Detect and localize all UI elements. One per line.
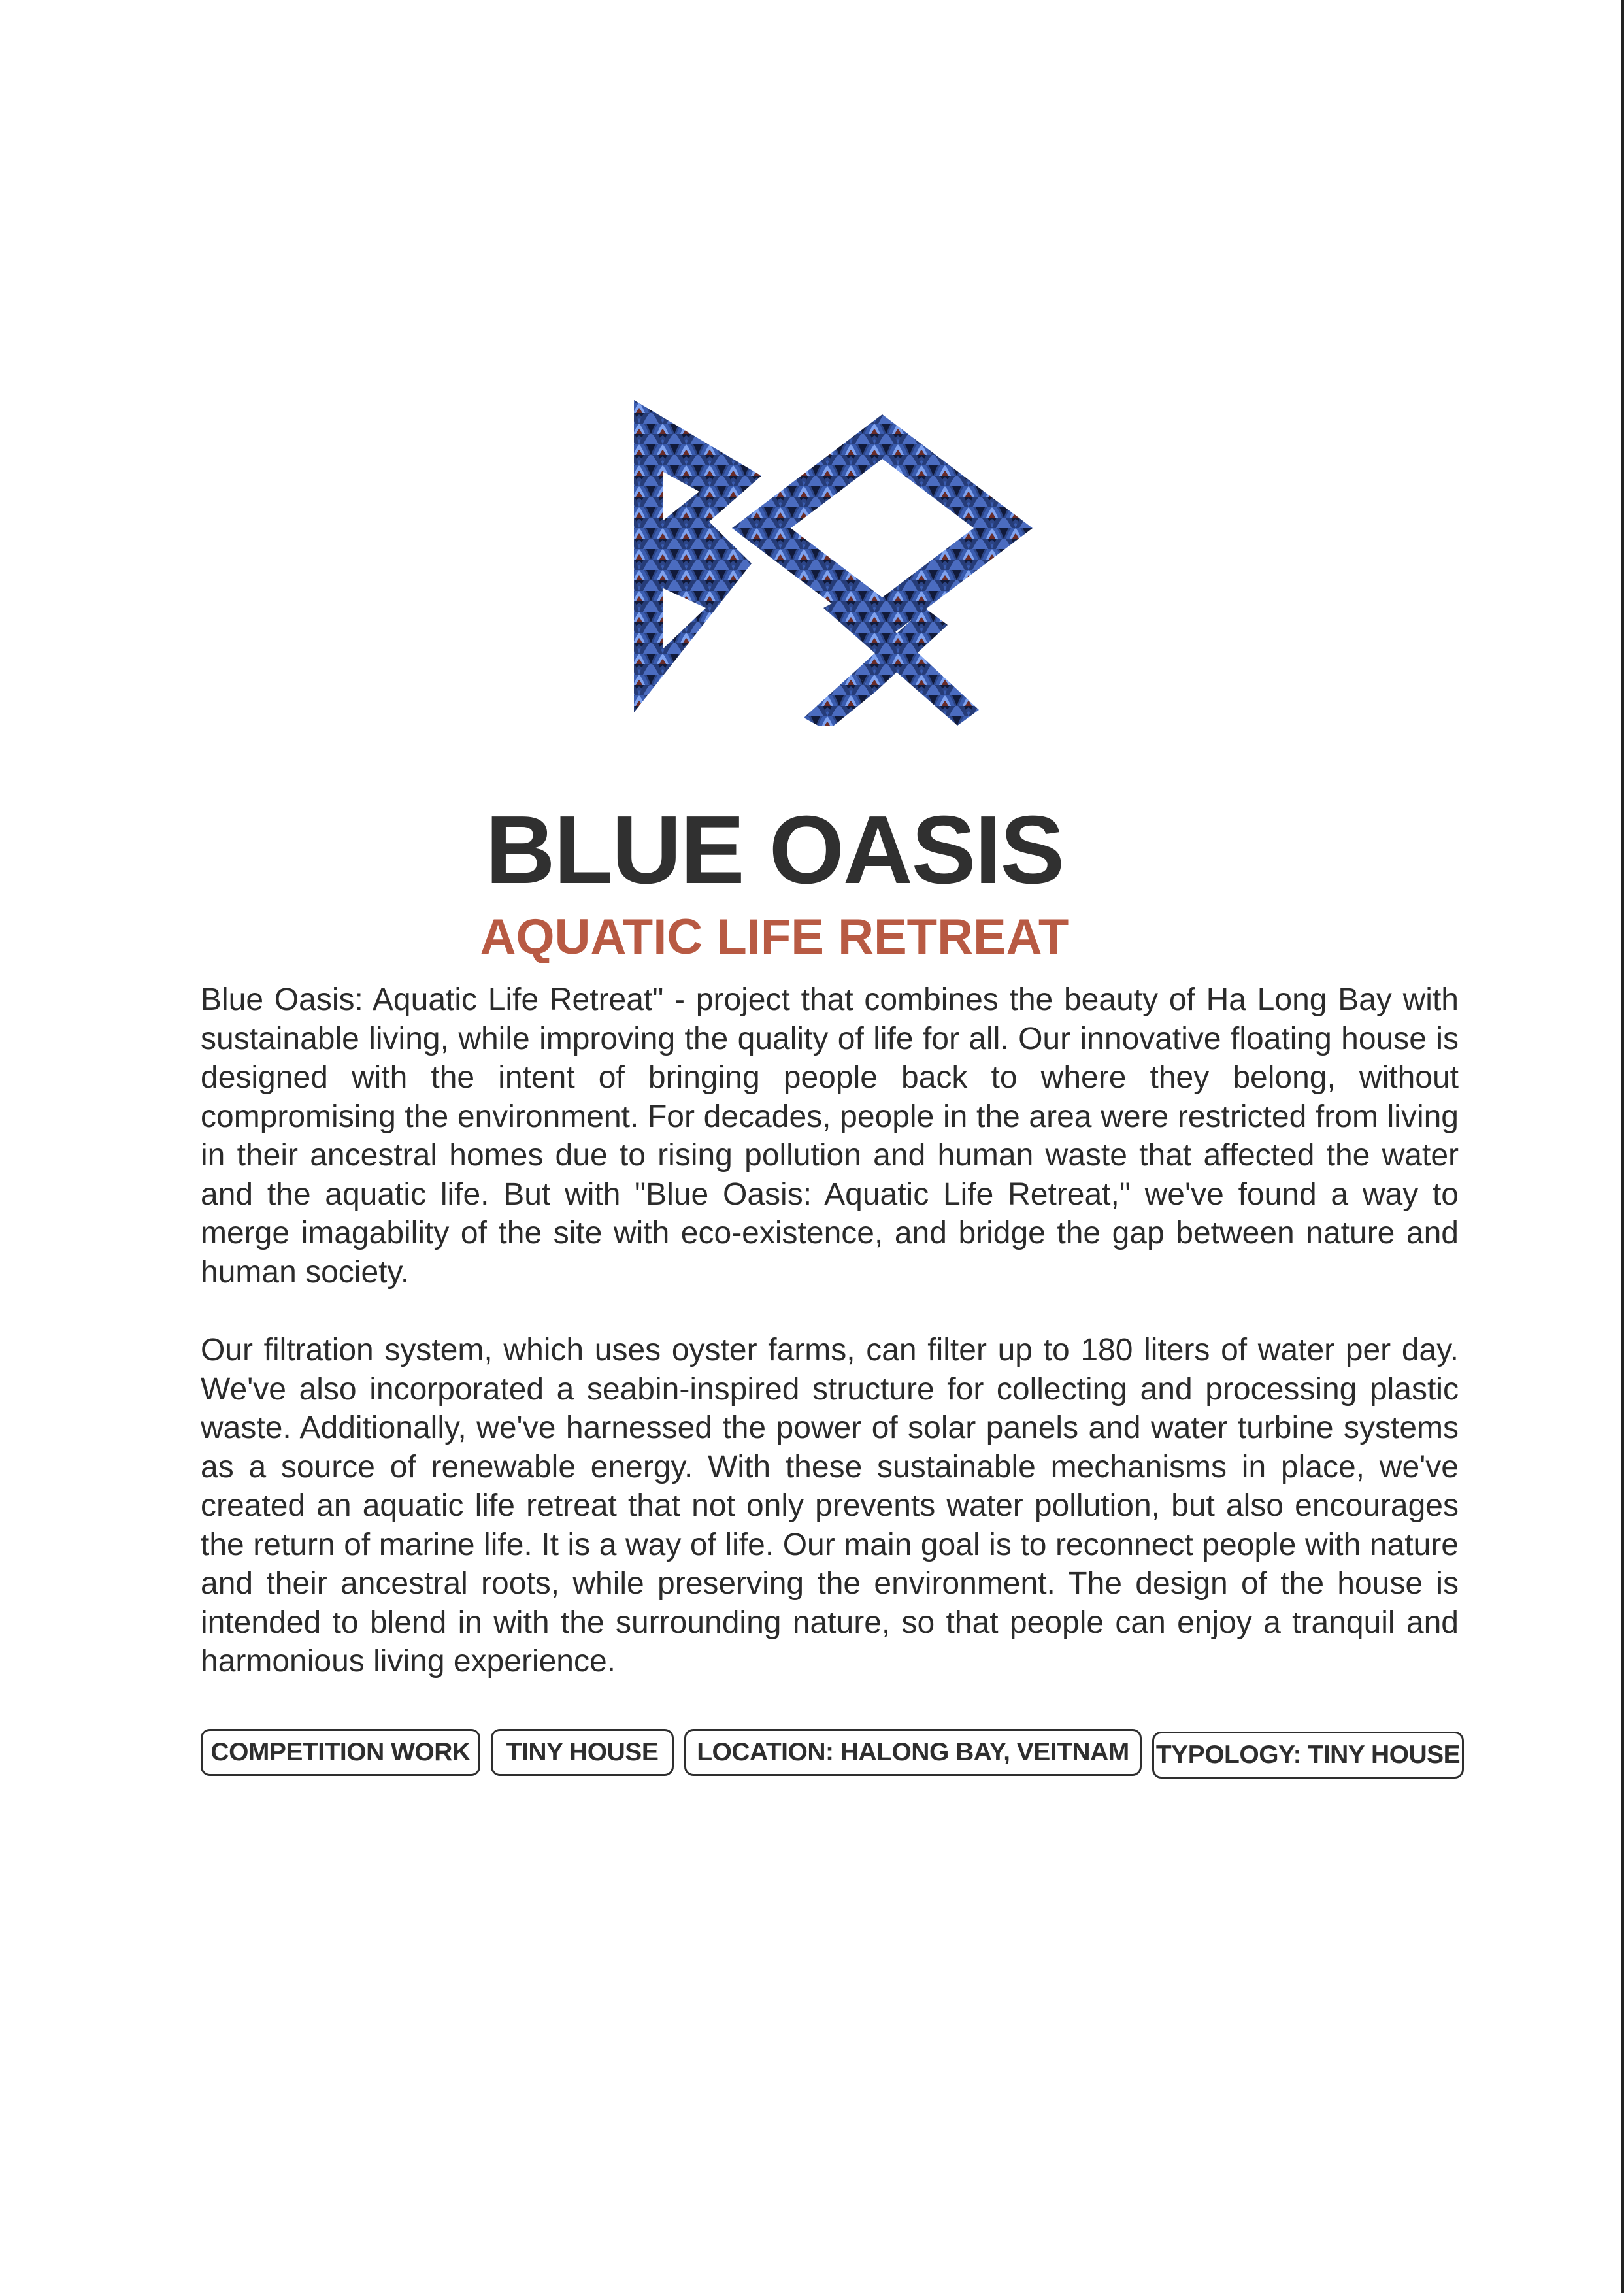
description-paragraph: Our filtration system, which uses oyster farms, can filter up to 180 liters of water per day. We've also incorporated a seabin-inspired structure for collecting and processing plastic waste. Additionally, we've harnessed the power of solar panels and water turbine systems as a source of renewable energy. With these sustainable mechanisms in place, we've created an aquatic life retreat that not only prevents water pollution, but also encourages the return of marine life. It is a way of life. Our main goal is to reconnect people with nature and their ancestral roots, while preserving the environment. The design of the house is intended to blend in with the surrounding nature, so that people can enjoy a tranquil and harmonious living experience. xyxy=(201,1333,1459,1679)
description-paragraph: Blue Oasis: Aquatic Life Retreat" - project that combines the beauty of Ha Long Bay with sustainable living, while improving the quality of life for all. Our innovative floating house is designed with the intent of bringing people back to where they belong, without compromising the environment. For decades, people in the area were restricted from living in their ancestral homes due to rising pollution and human waste that affected the water and the aquatic life. But with "Blue Oasis: Aquatic Life Retreat," we've found a way to merge imagability of the site with eco-existence, and bridge the gap between nature and human society. xyxy=(201,982,1459,1290)
tag-list xyxy=(201,1729,1465,1780)
tag-typology: TYPOLOGY: TINY HOUSE xyxy=(1152,1732,1464,1779)
project-description xyxy=(201,980,1459,1681)
bo-monogram-logo-icon xyxy=(627,392,1039,726)
tag-tiny-house: TINY HOUSE xyxy=(491,1729,674,1776)
project-subtitle: AQUATIC LIFE RETREAT xyxy=(480,909,1069,965)
page-edge-rule xyxy=(1621,0,1624,2293)
tag-competition-work: COMPETITION WORK xyxy=(201,1729,480,1776)
project-title: BLUE OASIS xyxy=(485,796,1064,904)
tag-location: LOCATION: HALONG BAY, VEITNAM xyxy=(684,1729,1142,1776)
